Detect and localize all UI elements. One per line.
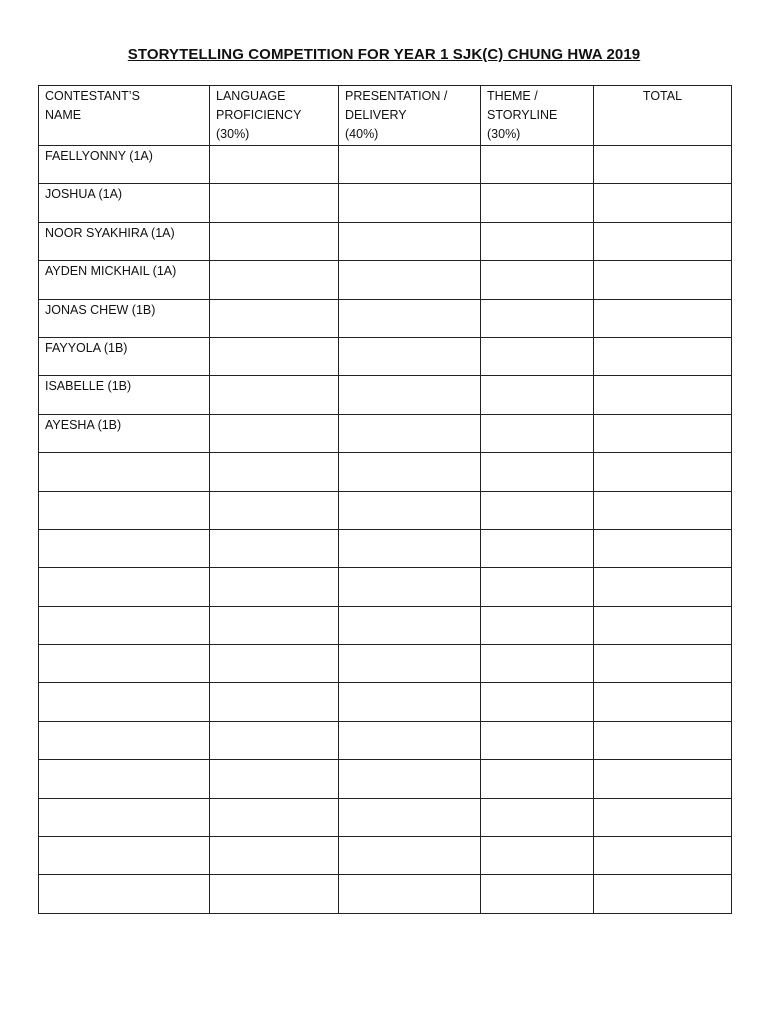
table-row — [39, 645, 732, 683]
presentation-score-cell — [339, 798, 481, 836]
theme-score-cell — [481, 798, 594, 836]
total-score-cell — [594, 337, 732, 375]
language-score-cell — [210, 376, 339, 414]
total-score-cell — [594, 146, 732, 184]
contestant-name-cell: ISABELLE (1B) — [39, 376, 210, 414]
presentation-score-cell — [339, 222, 481, 260]
contestant-name-cell: NOOR SYAKHIRA (1A) — [39, 222, 210, 260]
total-score-cell — [594, 222, 732, 260]
presentation-score-cell — [339, 683, 481, 721]
language-score-cell — [210, 299, 339, 337]
contestant-name-cell: AYDEN MICKHAIL (1A) — [39, 261, 210, 299]
table-row — [39, 146, 732, 184]
presentation-score-cell — [339, 529, 481, 567]
presentation-score-cell — [339, 376, 481, 414]
presentation-score-cell — [339, 568, 481, 606]
language-score-cell — [210, 683, 339, 721]
theme-score-cell — [481, 184, 594, 222]
table-row — [39, 337, 732, 375]
table-row — [39, 721, 732, 759]
table-header-row — [39, 86, 732, 146]
language-score-cell — [210, 491, 339, 529]
theme-score-cell — [481, 414, 594, 452]
contestant-name-cell: FAYYOLA (1B) — [39, 337, 210, 375]
contestant-name-cell — [39, 645, 210, 683]
theme-score-cell — [481, 299, 594, 337]
contestant-name-cell — [39, 606, 210, 644]
language-score-cell — [210, 414, 339, 452]
total-score-cell — [594, 606, 732, 644]
contestant-name-cell — [39, 529, 210, 567]
header-line: (30%) — [216, 127, 250, 141]
theme-score-cell — [481, 376, 594, 414]
table-row — [39, 606, 732, 644]
header-line: (40%) — [345, 127, 379, 141]
presentation-score-cell — [339, 337, 481, 375]
header-line: STORYLINE — [487, 108, 558, 122]
theme-score-cell — [481, 837, 594, 875]
theme-score-cell — [481, 645, 594, 683]
table-row — [39, 299, 732, 337]
total-score-cell — [594, 683, 732, 721]
theme-score-cell — [481, 491, 594, 529]
total-score-cell — [594, 760, 732, 798]
theme-score-cell — [481, 606, 594, 644]
contestant-name-cell: JONAS CHEW (1B) — [39, 299, 210, 337]
language-score-cell — [210, 798, 339, 836]
language-score-cell — [210, 184, 339, 222]
language-score-cell — [210, 453, 339, 491]
score-table — [38, 85, 732, 914]
language-score-cell — [210, 337, 339, 375]
header-language-proficiency — [210, 86, 339, 146]
contestant-name-cell — [39, 568, 210, 606]
header-line: LANGUAGE — [216, 89, 286, 103]
contestant-name-cell — [39, 683, 210, 721]
total-score-cell — [594, 261, 732, 299]
language-score-cell — [210, 261, 339, 299]
table-row — [39, 261, 732, 299]
language-score-cell — [210, 222, 339, 260]
contestant-name-cell — [39, 453, 210, 491]
language-score-cell — [210, 568, 339, 606]
total-score-cell — [594, 568, 732, 606]
total-score-cell — [594, 491, 732, 529]
theme-score-cell — [481, 760, 594, 798]
header-presentation-delivery — [339, 86, 481, 146]
theme-score-cell — [481, 721, 594, 759]
total-score-cell — [594, 376, 732, 414]
header-line: NAME — [45, 108, 82, 122]
table-body — [39, 146, 732, 914]
presentation-score-cell — [339, 606, 481, 644]
header-line: (30%) — [487, 127, 521, 141]
presentation-score-cell — [339, 645, 481, 683]
language-score-cell — [210, 875, 339, 913]
contestant-name-cell: JOSHUA (1A) — [39, 184, 210, 222]
header-line: THEME / — [487, 89, 538, 103]
table-row — [39, 529, 732, 567]
total-score-cell — [594, 837, 732, 875]
contestant-name-cell: FAELLYONNY (1A) — [39, 146, 210, 184]
header-line: DELIVERY — [345, 108, 407, 122]
header-line: CONTESTANT’S — [45, 89, 140, 103]
header-line: PROFICIENCY — [216, 108, 302, 122]
total-score-cell — [594, 414, 732, 452]
contestant-name-cell — [39, 760, 210, 798]
table-row — [39, 376, 732, 414]
total-score-cell — [594, 875, 732, 913]
total-score-cell — [594, 529, 732, 567]
theme-score-cell — [481, 453, 594, 491]
header-total: TOTAL — [594, 86, 732, 146]
total-score-cell — [594, 453, 732, 491]
header-contestant-name — [39, 86, 210, 146]
presentation-score-cell — [339, 875, 481, 913]
total-score-cell — [594, 798, 732, 836]
table-row — [39, 760, 732, 798]
table-row — [39, 184, 732, 222]
table-row — [39, 683, 732, 721]
table-row — [39, 491, 732, 529]
language-score-cell — [210, 760, 339, 798]
table-row — [39, 414, 732, 452]
language-score-cell — [210, 645, 339, 683]
contestant-name-cell — [39, 491, 210, 529]
contestant-name-cell — [39, 721, 210, 759]
presentation-score-cell — [339, 261, 481, 299]
table-row — [39, 875, 732, 913]
presentation-score-cell — [339, 760, 481, 798]
language-score-cell — [210, 606, 339, 644]
table-row — [39, 837, 732, 875]
total-score-cell — [594, 645, 732, 683]
contestant-name-cell: AYESHA (1B) — [39, 414, 210, 452]
total-score-cell — [594, 721, 732, 759]
presentation-score-cell — [339, 721, 481, 759]
total-score-cell — [594, 299, 732, 337]
language-score-cell — [210, 146, 339, 184]
presentation-score-cell — [339, 491, 481, 529]
total-score-cell — [594, 184, 732, 222]
contestant-name-cell — [39, 798, 210, 836]
table-row — [39, 453, 732, 491]
theme-score-cell — [481, 529, 594, 567]
theme-score-cell — [481, 568, 594, 606]
language-score-cell — [210, 529, 339, 567]
document-title: STORYTELLING COMPETITION FOR YEAR 1 SJK(C) CHUNG HWA 2019 — [127, 46, 641, 63]
header-line: PRESENTATION / — [345, 89, 448, 103]
table-row — [39, 222, 732, 260]
presentation-score-cell — [339, 414, 481, 452]
theme-score-cell — [481, 875, 594, 913]
presentation-score-cell — [339, 146, 481, 184]
presentation-score-cell — [339, 184, 481, 222]
presentation-score-cell — [339, 299, 481, 337]
theme-score-cell — [481, 261, 594, 299]
theme-score-cell — [481, 222, 594, 260]
language-score-cell — [210, 721, 339, 759]
table-row — [39, 798, 732, 836]
header-theme-storyline — [481, 86, 594, 146]
language-score-cell — [210, 837, 339, 875]
contestant-name-cell — [39, 837, 210, 875]
contestant-name-cell — [39, 875, 210, 913]
theme-score-cell — [481, 337, 594, 375]
theme-score-cell — [481, 683, 594, 721]
table-row — [39, 568, 732, 606]
presentation-score-cell — [339, 453, 481, 491]
presentation-score-cell — [339, 837, 481, 875]
theme-score-cell — [481, 146, 594, 184]
